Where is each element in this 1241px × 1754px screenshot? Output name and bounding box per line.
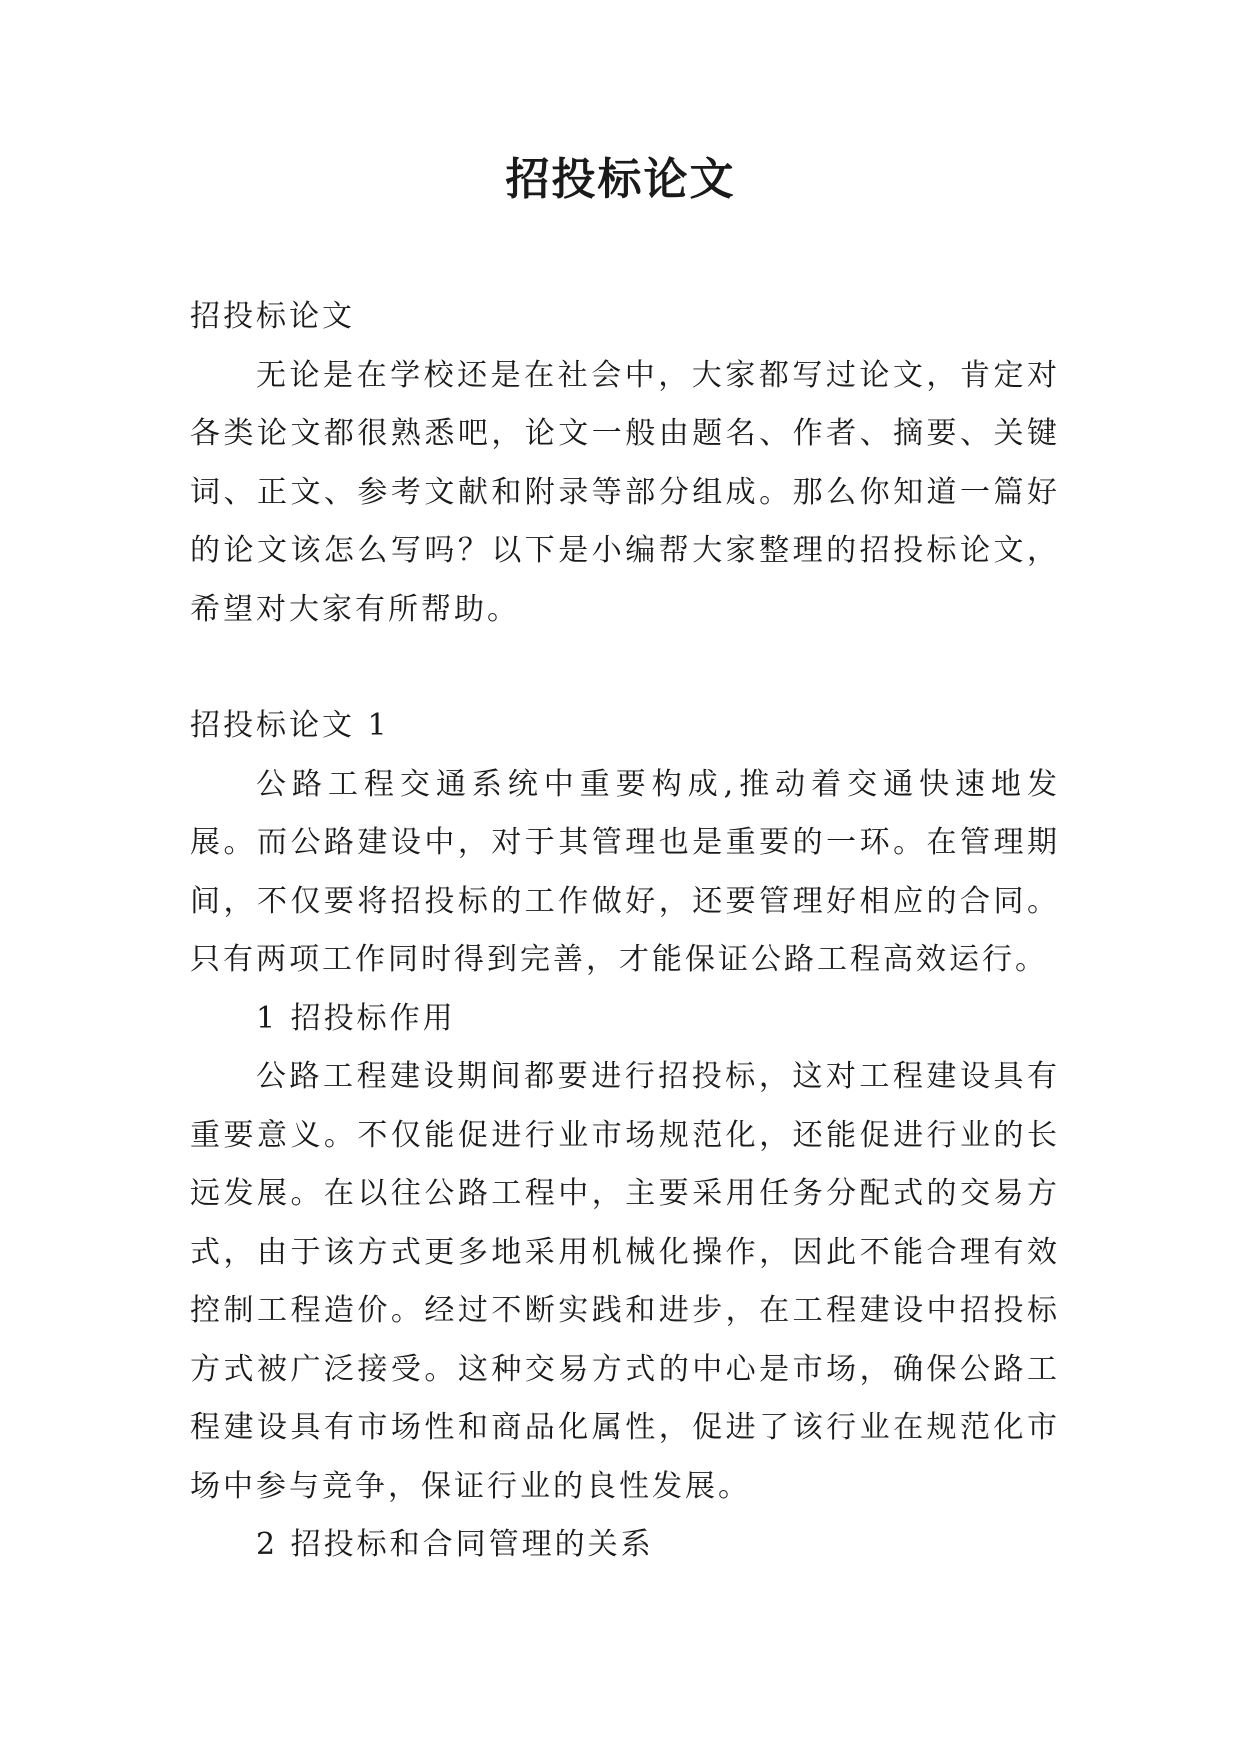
document-title: 招投标论文 (505, 154, 736, 205)
intro-paragraph: 无论是在学校还是在社会中，大家都写过论文，肯定对各类论文都很熟悉吧，论文一般由题名、作者、摘要、关键词、正文、参考文献和附录等部分组成。那么你知道一篇好的论文该怎么写吗？以下是小编帮大家整理的招投标论文，希望对大家有所帮助。 (190, 357, 1060, 627)
section-heading-intro: 招投标论文 (190, 299, 355, 334)
bidding-role-paragraph: 公路工程建设期间都要进行招投标，这对工程建设具有重要意义。不仅能促进行业市场规范化，还能促进行业的长远发展。在以往公路工程中，主要采用任务分配式的交易方式，由于该方式更多地采用机械化操作，因此不能合理有效控制工程造价。经过不断实践和进步，在工程建设中招投标方式被广泛接受。这种交易方式的中心是市场，确保公路工程建设具有市场性和商品化属性，促进了该行业在规范化市场中参与竞争，保证行业的良性发展。 (190, 1059, 1060, 1504)
section-1-paragraph: 公路工程交通系统中重要构成,推动着交通快速地发展。而公路建设中，对于其管理也是重要的一环。在管理期间，不仅要将招投标的工作做好，还要管理好相应的合同。只有两项工作同时得到完善，才能保证公路工程高效运行。 (190, 766, 1060, 977)
section-heading-1: 招投标论文 1 (190, 708, 390, 743)
document-body (190, 288, 1060, 1575)
subheading-bidding-role: 1 招投标作用 (256, 1000, 456, 1036)
paragraph-spacer (190, 639, 1060, 697)
subheading-contract-relation: 2 招投标和合同管理的关系 (256, 1527, 654, 1562)
